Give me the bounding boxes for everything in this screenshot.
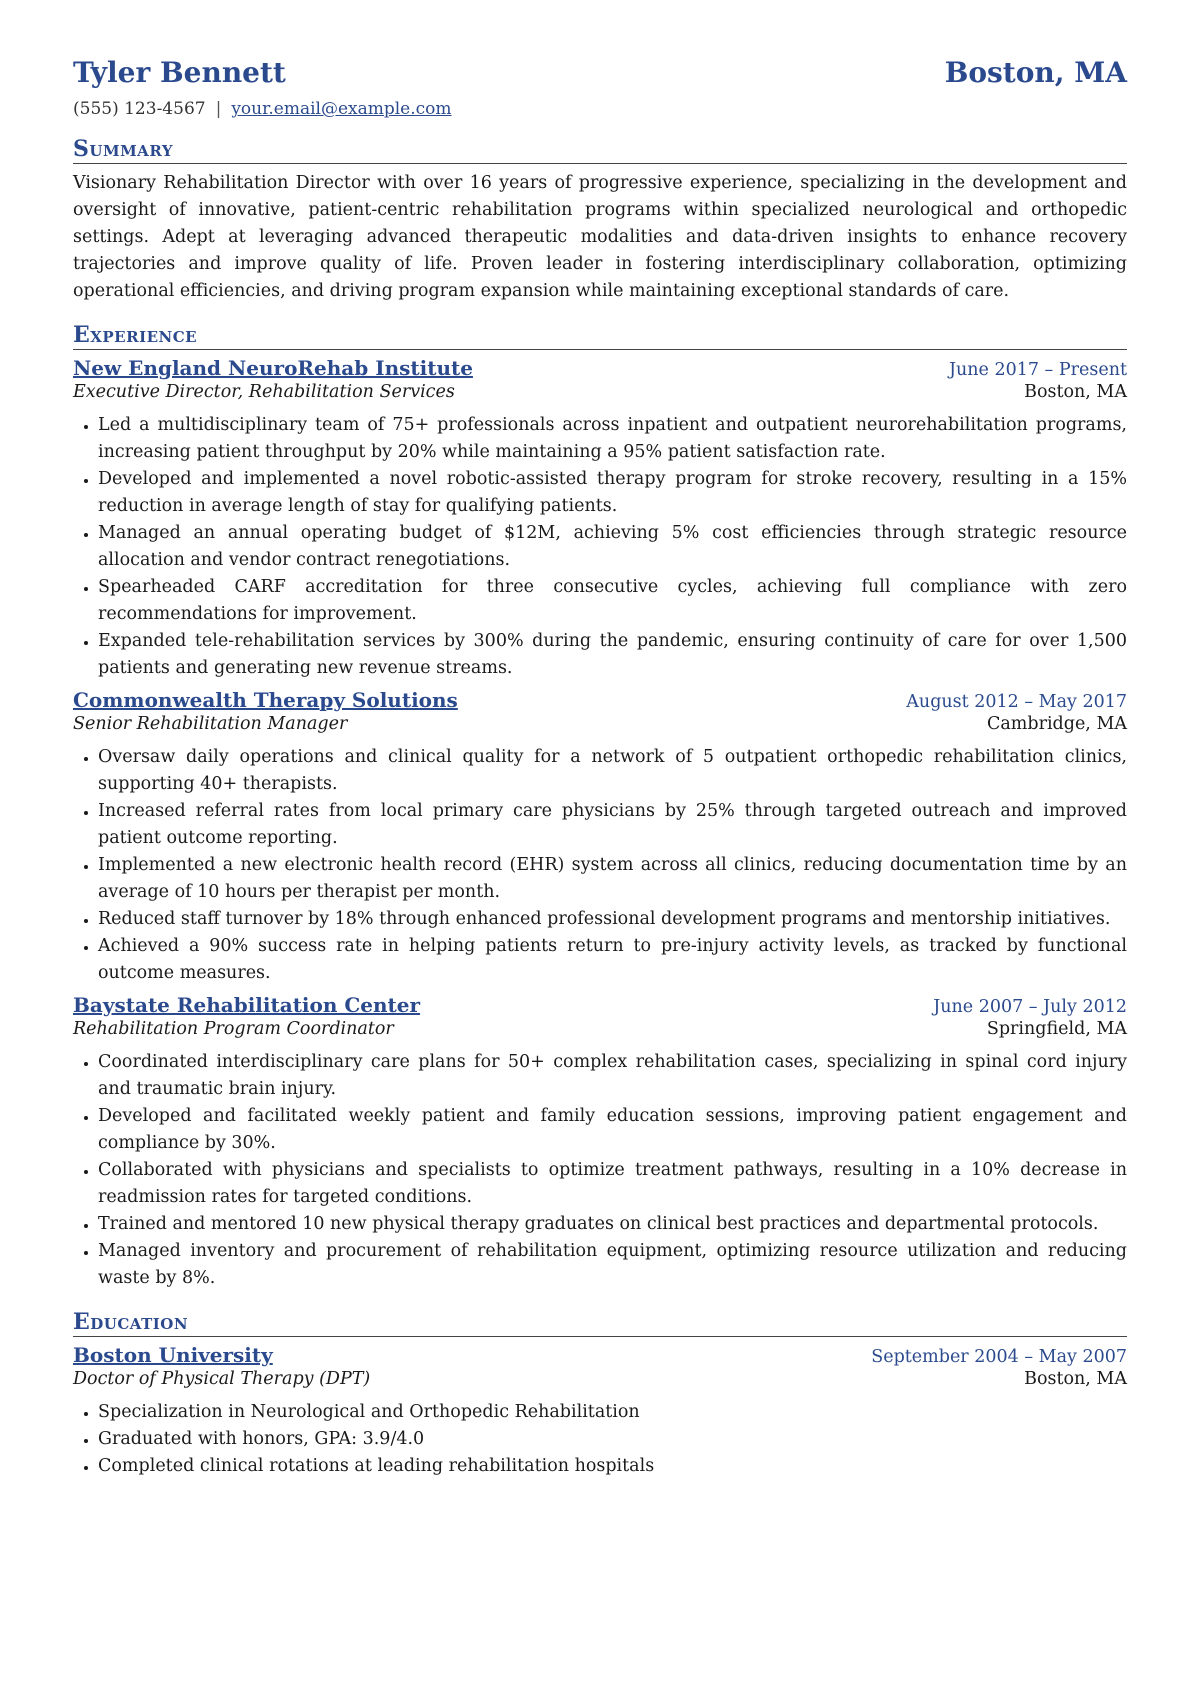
- experience-entry: [73, 688, 1127, 987]
- resume-header: [73, 56, 1127, 89]
- school-location: Boston, MA: [1024, 1369, 1127, 1389]
- entry-subheader: [73, 380, 1127, 402]
- job-location: Boston, MA: [1024, 382, 1127, 402]
- achievement-item: • Developed and facilitated weekly patient and family education sessions, improving patient engagement and compliance by 30%.: [98, 1103, 1127, 1157]
- education-detail-item: • Completed clinical rotations at leading rehabilitation hospitals: [98, 1453, 1127, 1480]
- entry-header: [73, 1343, 1127, 1367]
- achievement-item: • Trained and mentored 10 new physical therapy graduates on clinical best practices and departmental protocols.: [98, 1211, 1127, 1238]
- education-detail-list: [73, 1399, 1127, 1480]
- education-heading: Education: [73, 1308, 1127, 1337]
- education-entry: [73, 1343, 1127, 1480]
- achievement-list: [73, 412, 1127, 682]
- phone-number: (555) 123-4567: [73, 99, 206, 119]
- experience-entry: [73, 356, 1127, 682]
- experience-heading: Experience: [73, 321, 1127, 350]
- job-title: Rehabilitation Program Coordinator: [73, 1019, 394, 1039]
- summary-heading: Summary: [73, 135, 1127, 164]
- achievement-item: • Increased referral rates from local primary care physicians by 25% through targeted outreach and improved patient outcome reporting.: [98, 798, 1127, 852]
- achievement-item: • Managed inventory and procurement of rehabilitation equipment, optimizing resource utilization and reducing waste by 8%.: [98, 1238, 1127, 1292]
- contact-line: [73, 99, 1127, 119]
- employment-dates: June 2007 – July 2012: [933, 997, 1127, 1017]
- entry-header: [73, 356, 1127, 380]
- employer-link[interactable]: New England NeuroRehab Institute: [73, 356, 473, 380]
- achievement-item: • Collaborated with physicians and specialists to optimize treatment pathways, resulting in a 10% decrease in readmission rates for targeted conditions.: [98, 1157, 1127, 1211]
- entry-subheader: [73, 1017, 1127, 1039]
- entry-subheader: [73, 712, 1127, 734]
- resume-page: [73, 56, 1127, 1480]
- achievement-item: • Oversaw daily operations and clinical quality for a network of 5 outpatient orthopedic rehabilitation clinics, supporting 40+ therapists.: [98, 744, 1127, 798]
- job-location: Cambridge, MA: [986, 714, 1127, 734]
- experience-entry: [73, 993, 1127, 1292]
- entry-header: [73, 688, 1127, 712]
- school-link[interactable]: Boston University: [73, 1343, 273, 1367]
- achievement-item: • Reduced staff turnover by 18% through enhanced professional development programs and mentorship initiatives.: [98, 906, 1127, 933]
- entry-subheader: [73, 1367, 1127, 1389]
- degree-title: Doctor of Physical Therapy (DPT): [73, 1369, 371, 1389]
- achievement-item: • Managed an annual operating budget of $12M, achieving 5% cost efficiencies through strategic resource allocation and vendor contract renegotiations.: [98, 520, 1127, 574]
- achievement-list: [73, 744, 1127, 987]
- contact-separator: |: [215, 99, 222, 119]
- employment-dates: August 2012 – May 2017: [906, 692, 1127, 712]
- job-title: Executive Director, Rehabilitation Services: [73, 382, 455, 402]
- study-dates: September 2004 – May 2007: [871, 1347, 1127, 1367]
- candidate-name: Tyler Bennett: [73, 56, 286, 89]
- entry-header: [73, 993, 1127, 1017]
- employment-dates: June 2017 – Present: [948, 360, 1127, 380]
- achievement-item: • Spearheaded CARF accreditation for three consecutive cycles, achieving full compliance with zero recommendations for improvement.: [98, 574, 1127, 628]
- summary-text: Visionary Rehabilitation Director with over 16 years of progressive experience, specializing in the development and oversight of innovative, patient-centric rehabilitation programs within specialized neurological and orthopedic settings. Adept at leveraging advanced therapeutic modalities and data-driven insights to enhance recovery trajectories and improve quality of life. Proven leader in fostering interdisciplinary collaboration, optimizing operational efficiencies, and driving program expansion while maintaining exceptional standards of care.: [73, 173, 1127, 301]
- candidate-location: Boston, MA: [944, 56, 1127, 89]
- employer-link[interactable]: Baystate Rehabilitation Center: [73, 993, 421, 1017]
- job-title: Senior Rehabilitation Manager: [73, 714, 348, 734]
- achievement-list: [73, 1049, 1127, 1292]
- achievement-item: • Achieved a 90% success rate in helping patients return to pre-injury activity levels, as tracked by functional outcome measures.: [98, 933, 1127, 987]
- job-location: Springfield, MA: [986, 1019, 1127, 1039]
- employer-link[interactable]: Commonwealth Therapy Solutions: [73, 688, 458, 712]
- achievement-item: • Expanded tele-rehabilitation services by 300% during the pandemic, ensuring continuity of care for over 1,500 patients and generating new revenue streams.: [98, 628, 1127, 682]
- achievement-item: • Led a multidisciplinary team of 75+ professionals across inpatient and outpatient neurorehabilitation programs, increasing patient throughput by 20% while maintaining a 95% patient satisfaction rate.: [98, 412, 1127, 466]
- education-detail-item: • Specialization in Neurological and Orthopedic Rehabilitation: [98, 1399, 1127, 1426]
- achievement-item: • Coordinated interdisciplinary care plans for 50+ complex rehabilitation cases, specializing in spinal cord injury and traumatic brain injury.: [98, 1049, 1127, 1103]
- education-detail-item: • Graduated with honors, GPA: 3.9/4.0: [98, 1426, 1127, 1453]
- email-link[interactable]: your.email@example.com: [231, 99, 452, 119]
- achievement-item: • Implemented a new electronic health record (EHR) system across all clinics, reducing documentation time by an average of 10 hours per therapist per month.: [98, 852, 1127, 906]
- achievement-item: • Developed and implemented a novel robotic-assisted therapy program for stroke recovery, resulting in a 15% reduction in average length of stay for qualifying patients.: [98, 466, 1127, 520]
